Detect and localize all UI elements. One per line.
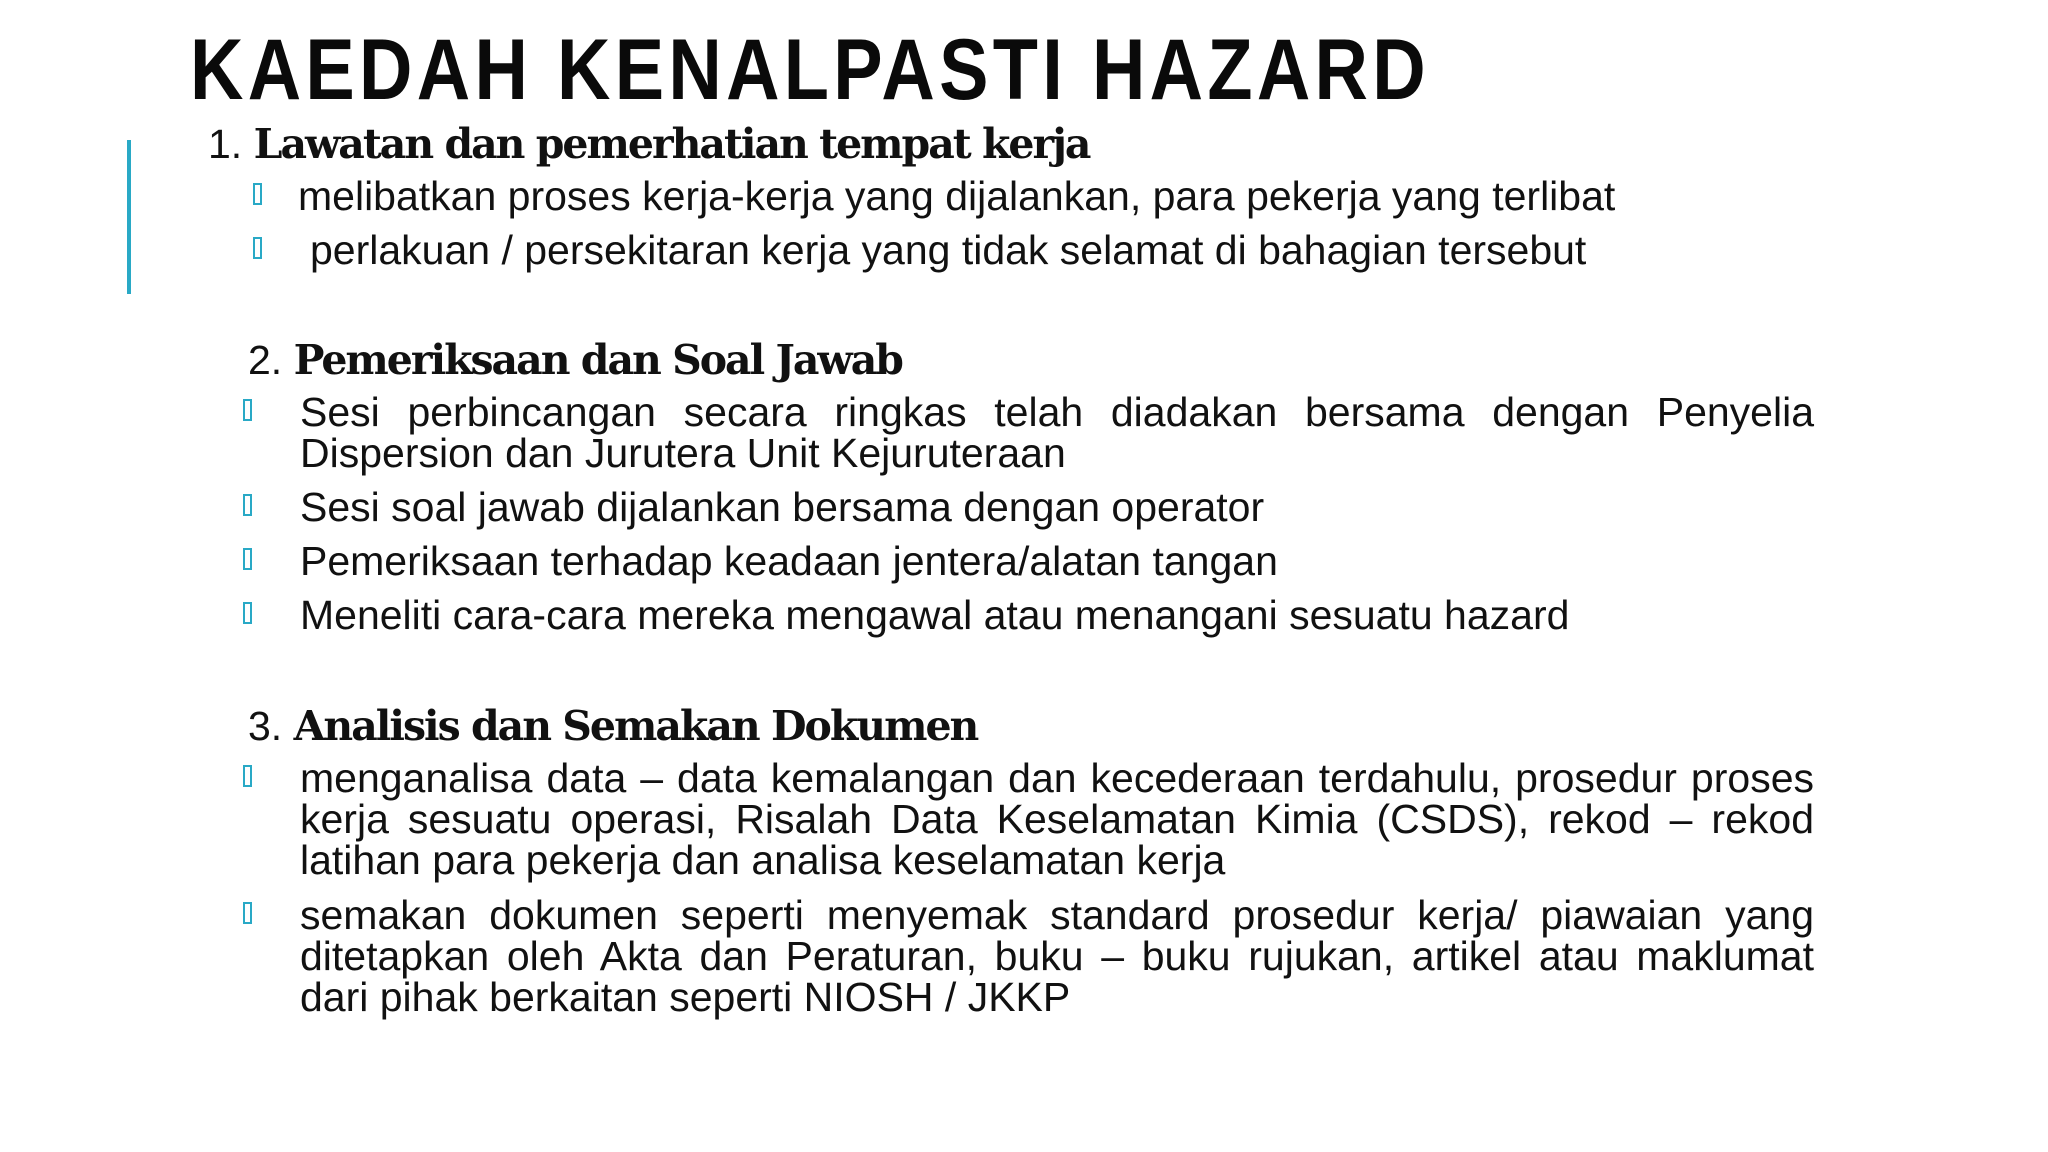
section-1-heading bbox=[208, 120, 1089, 168]
bullet-square-icon bbox=[253, 237, 262, 259]
section-3-bullet-2: semakan dokumen seperti menyemak standard prosedur kerja/ piawaian yang ditetapkan oleh Akta dan Peraturan, buku – buku rujukan, artikel atau maklumat dari pihak berkaitan seperti NIOSH / JKKP bbox=[300, 892, 1814, 1020]
section-1-bullet-1: melibatkan proses kerja-kerja yang dijalankan, para pekerja yang terlibat bbox=[298, 173, 1616, 219]
section-1-title: Lawatan dan pemerhatian tempat kerja bbox=[253, 120, 1090, 168]
section-3-heading bbox=[248, 702, 977, 750]
bullet-square-icon bbox=[253, 183, 262, 205]
bullet-square-icon bbox=[243, 548, 252, 570]
section-2-heading bbox=[248, 336, 902, 384]
accent-bar bbox=[127, 140, 131, 294]
bullet-square-icon bbox=[243, 494, 252, 516]
bullet-square-icon bbox=[243, 902, 252, 924]
section-2-number: 2. bbox=[248, 337, 283, 383]
slide-title: KAEDAH KENALPASTI HAZARD bbox=[190, 22, 1430, 118]
section-3-number: 3. bbox=[248, 703, 283, 749]
section-1-bullet-2: perlakuan / persekitaran kerja yang tidak selamat di bahagian tersebut bbox=[310, 227, 1587, 273]
section-2-bullet-3: Pemeriksaan terhadap keadaan jentera/alatan tangan bbox=[300, 538, 1278, 584]
section-2-bullet-4: Meneliti cara-cara mereka mengawal atau menangani sesuatu hazard bbox=[300, 592, 1570, 638]
section-2-bullet-1: Sesi perbincangan secara ringkas telah diadakan bersama dengan Penyelia Dispersion dan Jurutera Unit Kejuruteraan bbox=[300, 389, 1814, 476]
section-2-title: Pemeriksaan dan Soal Jawab bbox=[293, 336, 902, 384]
section-3-title: Analisis dan Semakan Dokumen bbox=[293, 702, 978, 750]
bullet-square-icon bbox=[243, 765, 252, 787]
section-3-bullet-1: menganalisa data – data kemalangan dan kecederaan terdahulu, prosedur proses kerja sesuatu operasi, Risalah Data Keselamatan Kimia (CSDS), rekod – rekod latihan para pekerja dan analisa keselamatan kerja bbox=[300, 755, 1814, 883]
section-1-number: 1. bbox=[208, 121, 243, 167]
bullet-square-icon bbox=[243, 399, 252, 421]
bullet-square-icon bbox=[243, 602, 252, 624]
section-2-bullet-2: Sesi soal jawab dijalankan bersama dengan operator bbox=[300, 484, 1265, 530]
